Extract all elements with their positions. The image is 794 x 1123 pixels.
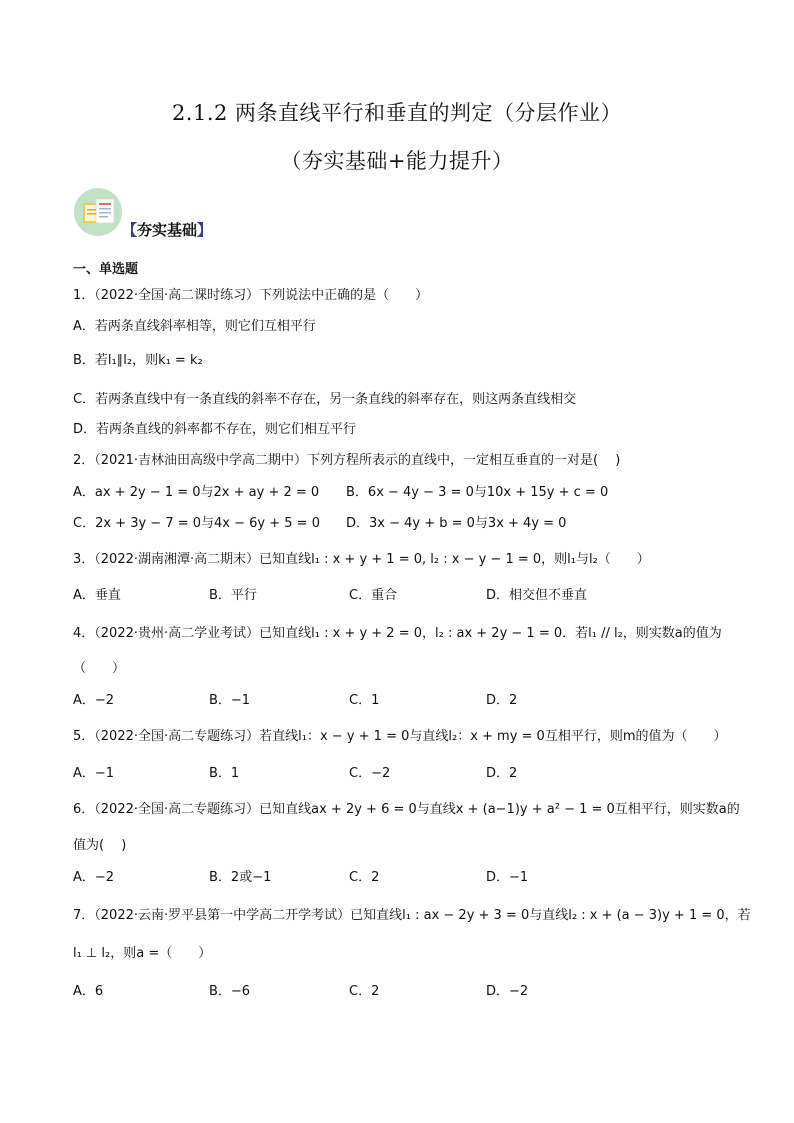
section-label: 【夯实基础】	[122, 221, 213, 239]
page-subtitle: （夯实基础+能力提升）	[280, 149, 514, 173]
q1-option-a: A．若两条直线斜率相等，则它们互相平行	[73, 319, 316, 334]
question-type-heading: 一、单选题	[73, 262, 139, 277]
question-1: 1．（2022·全国·高二课时练习）下列说法中正确的是（ ）	[73, 288, 429, 303]
q1-option-d: D．若两条直线的斜率都不存在，则它们相互平行	[73, 422, 357, 437]
notebook-icon	[74, 188, 122, 236]
question-6-continuation: 值为( )	[73, 838, 127, 853]
q4-option-c: C．1	[349, 693, 380, 708]
question-4: 4．（2022·贵州·高二学业考试）已知直线l₁ : x + y + 2 = 0，l₂ : ax + 2y − 1 = 0．若l₁ // l₂，则实数a的值为	[73, 626, 722, 641]
q5-option-d: D．2	[486, 766, 518, 781]
q3-option-b: B．平行	[209, 588, 257, 603]
q6-option-b: B．2或−1	[209, 870, 272, 885]
q5-option-c: C．−2	[349, 766, 391, 781]
q2-option-c: C．2x + 3y − 7 = 0与4x − 6y + 5 = 0	[73, 516, 320, 531]
question-4-continuation: （ ）	[73, 661, 126, 676]
question-7-continuation: l₁ ⊥ l₂，则a =（ ）	[73, 946, 212, 961]
q2-option-a: A．ax + 2y − 1 = 0与2x + ay + 2 = 0	[73, 485, 320, 500]
q6-option-a: A．−2	[73, 870, 115, 885]
question-2: 2．（2021·吉林油田高级中学高二期中）下列方程所表示的直线中，一定相互垂直的一对是( )	[73, 453, 621, 468]
q5-option-a: A．−1	[73, 766, 115, 781]
q3-option-c: C．重合	[349, 588, 398, 603]
q4-option-d: D．2	[486, 693, 518, 708]
question-6: 6．（2022·全国·高二专题练习）已知直线ax + 2y + 6 = 0与直线x + (a−1)y + a² − 1 = 0互相平行，则实数a的	[73, 802, 740, 817]
q7-option-c: C．2	[349, 984, 380, 999]
question-3: 3．（2022·湖南湘潭·高二期末）已知直线l₁ : x + y + 1 = 0, l₂ : x − y − 1 = 0，则l₁与l₂（ ）	[73, 552, 650, 567]
question-5: 5．（2022·全国·高二专题练习）若直线l₁：x − y + 1 = 0与直线l₂：x + my = 0互相平行，则m的值为（ ）	[73, 729, 727, 744]
q4-option-b: B．−1	[209, 693, 251, 708]
q1-option-b: B．若l₁∥l₂，则k₁ = k₂	[73, 353, 203, 368]
q6-option-d: D．−1	[486, 870, 529, 885]
q4-option-a: A．−2	[73, 693, 115, 708]
q3-option-d: D．相交但不垂直	[486, 588, 588, 603]
q7-option-b: B．−6	[209, 984, 251, 999]
q3-option-a: A．垂直	[73, 588, 121, 603]
q2-option-d: D．3x − 4y + b = 0与3x + 4y = 0	[346, 516, 567, 531]
q7-option-a: A．6	[73, 984, 104, 999]
question-7: 7．（2022·云南·罗平县第一中学高二开学考试）已知直线l₁ : ax − 2y + 3 = 0与直线l₂ : x + (a − 3)y + 1 = 0，若	[73, 908, 751, 923]
q2-option-b: B．6x − 4y − 3 = 0与10x + 15y + c = 0	[346, 485, 609, 500]
q6-option-c: C．2	[349, 870, 380, 885]
q7-option-d: D．−2	[486, 984, 529, 999]
page-title: 2.1.2 两条直线平行和垂直的判定（分层作业）	[171, 101, 623, 125]
q1-option-c: C．若两条直线中有一条直线的斜率不存在，另一条直线的斜率存在，则这两条直线相交	[73, 392, 577, 407]
section-label-text: 夯实基础	[137, 221, 198, 239]
q5-option-b: B．1	[209, 766, 240, 781]
